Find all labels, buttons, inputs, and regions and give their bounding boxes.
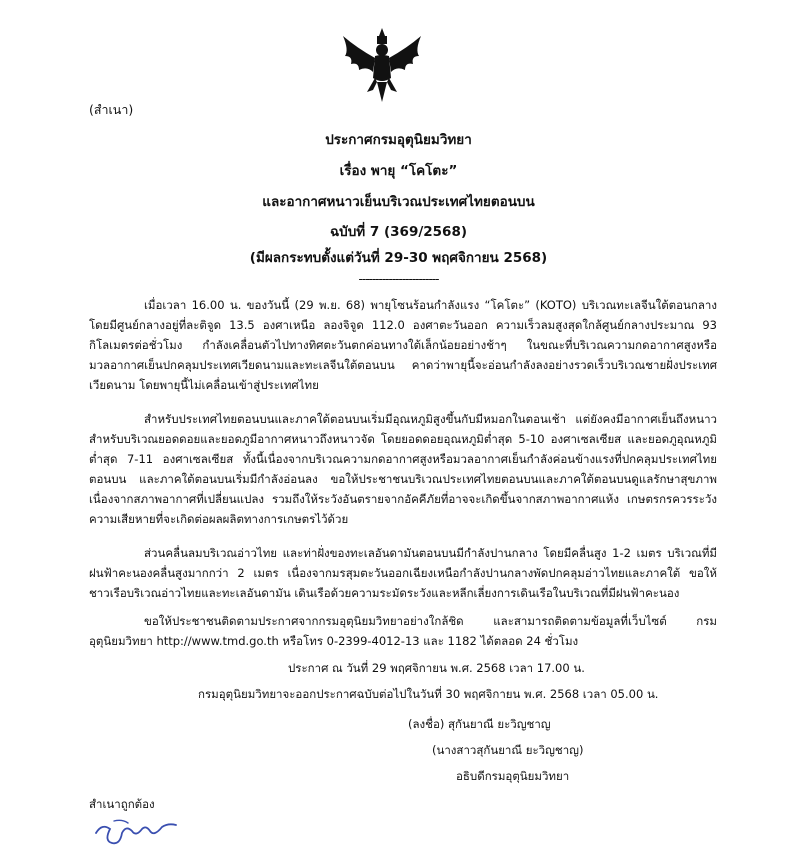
paragraph-follow-updates: ขอให้ประชาชนติดตามประกาศจากกรมอุตุนิยมวิทยาอย่างใกล้ชิด และสามารถติดตามข้อมูลที่เว็บไซต์ กรมอุตุนิยมวิทยา http://www.tmd.go.th หรือโทร 0-2399-4012-13 และ 1182 ได้ตลอด 24 ชั่วโมง <box>89 614 717 648</box>
announcement-subject-continued: และอากาศหนาวเย็นบริเวณประเทศไทยตอนบน <box>262 194 535 210</box>
copy-label: (สำเนา) <box>89 102 134 117</box>
signatory-signed: (ลงชื่อ) สุกันยาณี ยะวิญชาญ <box>408 717 551 731</box>
certified-copy-label: สำเนาถูกต้อง <box>89 797 155 811</box>
paragraph-storm-status: เมื่อเวลา 16.00 น. ของวันนี้ (29 พ.ย. 68) พายุโซนร้อนกำลังแรง “โคโตะ” (KOTO) บริเวณทะเลจีนใต้ตอนกลาง โดยมีศูนย์กลางอยู่ที่ละติจูด 13.5 องศาเหนือ ลองจิจูด 112.0 องศาตะวันออก ความเร็วลมสูงสุดใกล้ศูนย์กลางประมาณ 93 กิโลเมตรต่อชั่วโมง กำลังเคลื่อนตัวไปทางทิศตะวันตกค่อนทางใต้เล็กน้อยอย่างช้าๆ ในขณะที่บริเวณความกดอากาศสูงหรือมวลอากาศเย็นปกคลุมประเทศเวียดนามและทะเลจีนใต้ตอนบน คาดว่าพายุนี้จะอ่อนกำลังลงอย่างรวดเร็วบริเวณชายฝั่งประเทศเวียดนาม โดยพายุนี้ไม่เคลื่อนเข้าสู่ประเทศไทย <box>89 298 717 392</box>
announcement-issue-number: ฉบับที่ 7 (369/2568) <box>329 224 468 240</box>
handwritten-signature-icon <box>92 815 182 849</box>
paragraph-weather-upper-thailand: สำหรับประเทศไทยตอนบนและภาคใต้ตอนบนเริ่มมีอุณหภูมิสูงขึ้นกับมีหมอกในตอนเช้า แต่ยังคงมีอากาศเย็นถึงหนาวสำหรับบริเวณยอดดอยและยอดภูมีอากาศหนาวถึงหนาวจัด โดยยอดดอยอุณหภูมิต่ำสุด 5-10 องศาเซลเซียส และยอดภูอุณหภูมิต่ำสุด 7-11 องศาเซลเซียส ทั้งนี้เนื่องจากบริเวณความกดอากาศสูงหรือมวลอากาศเย็นกำลังค่อนข้างแรงที่ปกคลุมประเทศไทยตอนบน และภาคใต้ตอนบนเริ่มมีกำลังอ่อนลง ขอให้ประชาชนบริเวณประเทศไทยตอนบนและภาคใต้ตอนบนดูแลรักษาสุขภาพเนื่องจากสภาพอากาศที่เปลี่ยนแปลง รวมถึงให้ระวังอันตรายจากอัคคีภัยที่อาจจะเกิดขึ้นจากสภาพอากาศแห้ง เกษตรกรควรระวังความเสียหายที่จะเกิดต่อผลผลิตทางการเกษตรไว้ด้วย <box>89 412 717 526</box>
announcement-subject: เรื่อง พายุ “โคโตะ” <box>339 163 458 179</box>
announcement-heading: ประกาศกรมอุตุนิยมวิทยา <box>325 132 472 148</box>
title-divider: ------------------------ <box>358 272 439 286</box>
issued-date: ประกาศ ณ วันที่ 29 พฤศจิกายน พ.ศ. 2568 เวลา 17.00 น. <box>288 661 585 675</box>
signatory-position: อธิบดีกรมอุตุนิยมวิทยา <box>456 769 570 783</box>
announcement-effective-period: (มีผลกระทบตั้งแต่วันที่ 29-30 พฤศจิกายน 2568) <box>249 250 548 266</box>
next-announcement: กรมอุตุนิยมวิทยาจะออกประกาศฉบับต่อไปในวันที่ 30 พฤศจิกายน พ.ศ. 2568 เวลา 05.00 น. <box>198 687 659 701</box>
garuda-emblem-icon <box>337 26 427 106</box>
paragraph-marine-conditions: ส่วนคลื่นลมบริเวณอ่าวไทย และท่าฝั่งของทะเลอันดามันตอนบนมีกำลังปานกลาง โดยมีคลื่นสูง 1-2 เมตร บริเวณที่มีฝนฟ้าคะนองคลื่นสูงมากกว่า 2 เมตร เนื่องจากมรสุมตะวันออกเฉียงเหนือกำลังปานกลางพัดปกคลุมอ่าวไทยและภาคใต้ ขอให้ชาวเรือบริเวณอ่าวไทยและทะเลอันดามัน เดินเรือด้วยความระมัดระวังและหลีกเลี่ยงการเดินเรือในบริเวณที่มีฝนฟ้าคะนอง <box>89 546 717 600</box>
signatory-full-name: (นางสาวสุกันยาณี ยะวิญชาญ) <box>432 743 584 757</box>
